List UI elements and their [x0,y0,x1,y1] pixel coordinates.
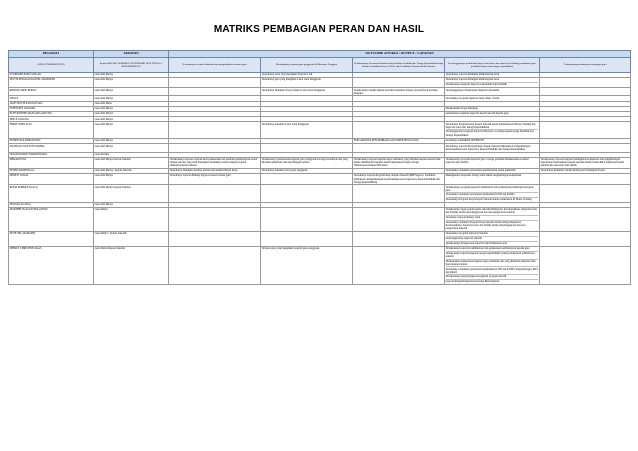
outcome-item: tersedianya LAPORAN SUPERVISI [445,139,484,143]
header-col2: Meningkatnya jumlah guru penggerak di Minahasa Tenggara [261,57,353,72]
table-row [9,174,631,185]
outcome-col4-cell [445,122,540,138]
outcome-item: Terlaksananya supervisi kepada tenaga kependidikan terkait pelaksanaan administrasi sekolah [446,252,539,259]
outcome-item: Melaksanakan Tugas Mengajar [445,106,479,110]
outcome-col4-cell [445,88,540,96]
employee-name-cell: MARTHELIN AGUSTINA ANTOU [9,207,94,231]
employee-name-cell: TELMI NOWKE WAROROVAWA [9,152,94,157]
outcome-item: Tersedianya Laporan Peningkat Pembelajaran Guru [445,72,500,76]
outcome-col3-cell [353,78,445,88]
position-cell: Guru Ahli Madya [94,174,169,185]
outcome-col2-cell: Tersedianya dokumen Calon Guru Penggerak [261,122,353,138]
outcome-col3-cell [353,122,445,138]
position-cell: Guru Ahli Madya [94,122,169,138]
outcome-item: Tersusunnya dokumen perencanaan kurikulum (KTSP dan KOSP), Pengembangan, RKT dan RKAS [445,267,538,274]
outcome-item: Terlaksananya program supervisi guru / tenaga pendidik Melaksanakan evaluasi supervisi guru Sendiri [445,157,529,165]
employee-name-cell: JETJE NEL MAMAHIT [9,232,94,247]
outcome-item: Terlaksananya tugas pokok kepala sekolah (Manajerial, Kewirausahaan, Supervisi Guru dan Tendik) dalam penyelenggaraan dan atau pengelolaan Sekolah [445,208,537,215]
table-row [9,232,631,247]
outcome-col2-cell: Terdapat guru yang mengikuti program guru penggerak [261,246,353,284]
table-row [9,185,631,203]
outcome-item: Tersusunnya Program Kerja Kepala Sekolah terkait pelaksanaan In House Training [445,198,532,202]
outcome-item: Terlaksananya penyelenggaraan kegiatan program sekolah [446,275,539,279]
employee-name-cell: RENIE ROBERT NGALO [9,185,94,203]
position-cell: Guru Ahli Madya [94,144,169,153]
outcome-col1-cell: Tersedianya Laporan Benting Pegawai sesuai formasi guru [169,174,261,185]
outcome-col4-cell [445,207,540,231]
employee-name-cell: SYURDAHI PAPUTUNGAN [9,72,94,77]
table-row [9,207,631,231]
outcome-col4-cell [445,157,540,168]
outcome-col5-cell: Tersedianya Dokumen Usulan Pembayaran Tunjangan Profesi [540,168,631,173]
outcome-col5-cell [540,232,631,247]
header-pegawai: PEGAWAI [9,51,94,58]
outcome-col4-cell [445,246,540,284]
outcome-col3-cell [353,232,445,247]
table-row [9,157,631,168]
matrix-table [8,50,631,285]
outcome-col2-cell: Tersedianya dokumen calon guru penggerak [261,168,353,173]
employee-name-cell: JEM WALALANGI [9,203,94,208]
outcome-col1-cell [169,207,261,231]
outcome-col1-cell [169,144,261,153]
position-cell: Guru Ahli Madya [94,117,169,122]
outcome-col4-cell [445,185,540,203]
outcome-item: Tersusunya laporan Kinerja Guru [446,216,539,220]
outcome-item: Tersedianya Laporan Peningkat Pembelajaran Guru [446,78,539,82]
header-outcome: OUTCOME ANTARA / OUTPUT / LAYANAN [169,51,631,58]
outcome-col2-cell [261,185,353,203]
header-col1: Tersusunnya rencana kebutuhan dan pengembalian formasi guru [169,57,261,72]
header-jabatan: JABATAN [94,51,169,58]
outcome-col2-cell [261,144,353,153]
employee-name-cell: JANE SELVIE KAWULUSAN [9,101,94,106]
employee-name-cell: RIDWAN ABSE BOKOT [9,88,94,96]
outcome-col3-cell [353,185,445,203]
outcome-col5-cell: Terlaksananya laporan kegiatan peningkatan kompetensi dan pengembangan keprofesian berkelanjutan (sesuai sekolah dalam bentuk diklat fungsional kepala sekolah dan atau karya tulis ilmiah [540,157,631,168]
outcome-col3-cell [353,207,445,231]
outcome-item: Terlaksananya Pengawasan Supervisi dan Pembinaan Guru [445,241,507,245]
outcome-col5-cell [540,207,631,231]
outcome-col1-cell [169,185,261,203]
outcome-col3-cell: Terlaksananya Audah dinkasi berusaha komenitas belajar pada platform merdeka mengajar [353,88,445,96]
position-cell: Guru Ahli Madya / Kepala Sekolah [94,168,169,173]
header-col3: Terlaksananya Pemetaan Kuantitas dan Kualitas Pendidik dan Tenaga Kependidikan bagi Satuan Pendidikan Dasar, PAUD, dan Pendidikan Nonformal/Kesetaraan [353,57,445,72]
outcome-item: Terlaksananya program supervisi administrasi dan pelaksanaan pembelajaran kepada guru [446,186,539,193]
outcome-col5-cell [540,174,631,185]
outcome-col2-cell: Terlaksananya pelaksanaan kegiatan guru penggerak dan tugas kelompok dan yang diberikan pimpinan baik lisan maupun tertulis [261,157,353,168]
outcome-col2-cell [261,207,353,231]
outcome-item: terselenggaranya supervisi sekolah [446,237,539,241]
page-title: MATRIKS PEMBAGIAN PERAN DAN HASIL [213,24,425,35]
matrix-table-container [8,50,630,285]
outcome-col5-cell [540,78,631,88]
outcome-item: Tersusunnya program Supervisi Sekolah [446,232,539,236]
matrix-body [9,72,631,285]
outcome-item: Terselenggaranya Pelaksanaan Supervisi Akademik [445,88,500,92]
outcome-col1-cell: Terlaksananya laporan evaluasi hasil pelaksanaan dan penilaian pembelajaran sesuai dengan rencana yang telah ditetapkan sebelumnya sesuai dengan program tahunan/program semester [169,157,261,168]
header-col4: Terselenggaranya pembinaan kinerja dan karier dan supervisi di bidang pembinaan guru, pendidik lainnya dan tenaga kependidikan [445,57,540,72]
employee-name-cell: SELVIE PINGKAN RASSEL MANDIPPO [9,78,94,88]
position-cell: Guru Ahli Madya [94,203,169,208]
employee-name-cell: EIGHTIAN SIGETTES SOMBA [9,144,94,153]
position-cell: Guru Ahli Madya [94,78,169,88]
outcome-col5-cell [540,122,631,138]
position-cell: Guru Madya / Kepala Sekolah [94,232,169,247]
outcome-item: Laporan Pengembangan Keprofesian Berkelanjutan [445,280,500,284]
outcome-col2-cell: Tersedianya Dokumen Proses Seleksi Calon Guru Penggerak [261,88,353,96]
outcome-col1-cell [169,78,261,88]
position-cell: Guru Ahli Madya [94,138,169,143]
outcome-col3-cell: Terlaksananya laporan kegiatan tugas tambahan yang diberikan kepala sekolah baik dalam administratif maupun dalam implementasi tugas sebagai Waka/koperasiarakan/Wali kelas [353,157,445,168]
outcome-item: Tersusunnya dokumen perencanaan pembelajaran sesuai kurikulum [445,169,516,173]
outcome-col2-cell: Tersedianya Guru yang mengikuti Program CGP [261,72,353,77]
employee-name-cell: SHERLY CHRISTINE WAAS [9,246,94,284]
outcome-item: Dilaksanakan pelaksanaan kegiatan tugas tambahan lain yang diberikan pimpinan baik lisan maupun tertulis [446,260,539,267]
table-row [9,246,631,284]
table-row [9,88,631,96]
outcome-col3-cell [353,246,445,284]
outcome-item: Tersusunnya dokumen perencanaan kurikulum (KTSP dan KOSP) [446,193,539,197]
position-cell: Guru Ahli Muda [94,101,169,106]
outcome-item: Tersedianya Program Kerja Kepala Sekolah terkait pelaksanaan In House Training dan Supervisi Guru dan Tenaga Kependidikan [446,123,539,130]
outcome-col4-cell [445,174,540,185]
outcome-col1-cell [169,246,261,284]
table-row [9,144,631,153]
position-cell: Guru Ahli Madya [94,106,169,111]
employee-name-cell: FERRY JOHN SLAT [9,122,94,138]
employee-name-cell: MERARI PULI [9,157,94,168]
outcome-col2-cell: Tersedianya guru yang mengikuti Calon Guru Penggerak [261,78,353,88]
outcome-col1-cell [169,122,261,138]
outcome-col4-cell [445,232,540,247]
outcome-col2-cell [261,174,353,185]
position-cell: Guru Ahli Madya [94,88,169,96]
outcome-col5-cell [540,185,631,203]
outcome-col3-cell: Tersedianya Laporan Program Kerja Kepala Sekolah (SBP Sugan 4. Terdidiam (Manajerial, Pengembangan Kewirausahaan serta Supervisi ) Kepada Pendidik dan Tenaga Kependidikan) [353,174,445,185]
position-cell: Guru Madya/Kepala Sekolah [94,246,169,284]
employee-name-cell: WELLY [9,96,94,101]
position-cell: Guru Madya [94,207,169,231]
outcome-col1-cell: Tersedianya Dokumen Analisis Jabatan dan Analisis Beban Kerja [169,168,261,173]
employee-name-cell: DINCE GOLUNG [9,117,94,122]
outcome-col3-cell: TERCAPAINYA PENGEMBANGAN KOMPETENSI GURU [353,138,445,143]
position-cell: Guru Ahli Madya/ Kepala Sekolah [94,185,169,203]
outcome-col4-cell [445,144,540,153]
outcome-item: Meningkatnya Kapasitas Tenaga Guru dalam pengembangan kompetensi [445,174,522,178]
employee-name-cell: ELFIS BONNIE MANGANGANTUNG [9,111,94,116]
outcome-item: Tersedianya Laporan Program Kerja Kepala Sekolah (Manajerial, Pengembangan Kewirausahaan serta Supervisi ) Kepada Pendidik dan Tenaga Kependidikan [445,144,531,151]
position-cell: Guru Ahli Madya [94,72,169,77]
employee-name-cell: DEDEVI GOSAL [9,174,94,185]
employee-name-cell: STEFFLIEN TANGIAN [9,106,94,111]
outcome-item: Terselenggaranya kegiatan Supervisi Berbasis Coaching kepada tenaga Pendidik dan Tenaga Kependidikan [445,130,534,137]
outcome-col1-cell [169,88,261,96]
employee-name-cell: FETHE MANDINGAL [9,168,94,173]
outcome-item: Tersusunnya program supervisi Guru setiap 1 bulan [445,96,500,100]
outcome-col4-cell [445,78,540,88]
outcome-item: Tersusunnya dokumen Program Kerja Sekolah dalam bidang Manajerial, Kewirausahaan, Supervisi Guru dan Tendik dalam penyelenggaraan dan atau pengelolaan Sekolah [445,220,526,231]
employee-name-cell: ENDEELINA KINDANGEN [9,138,94,143]
header-jabatan-sub: Kepala BIDANG PEMBINAAN PENDIDIK DAN TENAGA KEPENDIDIKAN [94,57,169,72]
position-cell: Guru Ahli Madya [94,111,169,116]
outcome-col1-cell [169,232,261,247]
outcome-item: Terlaksananya supervisi administrasi dan pelaksanaan pembelajaran kepada guru [446,247,539,251]
outcome-item: terlaksananya kegiatan supervisi kepala sekolah kepada guru [445,112,509,116]
outcome-col5-cell [540,88,631,96]
header-nama: (SENGY RONDONUWU) [9,57,94,72]
header-col5: Terlaksananya pembayaran tunjangan guru [540,57,631,72]
outcome-item: Terlaksananya kegiatan Supervisi Akademik bagi Pendidik [445,83,507,87]
position-cell: Guru Ahli Madya [94,96,169,101]
outcome-col5-cell [540,246,631,284]
table-row [9,78,631,88]
position-cell: Guru Ahli Madya/ Kepala Sekolah [94,157,169,168]
outcome-col5-cell [540,144,631,153]
outcome-col2-cell [261,232,353,247]
position-cell: Guru Pertama [94,152,169,157]
outcome-col3-cell [353,144,445,153]
table-row [9,122,631,138]
